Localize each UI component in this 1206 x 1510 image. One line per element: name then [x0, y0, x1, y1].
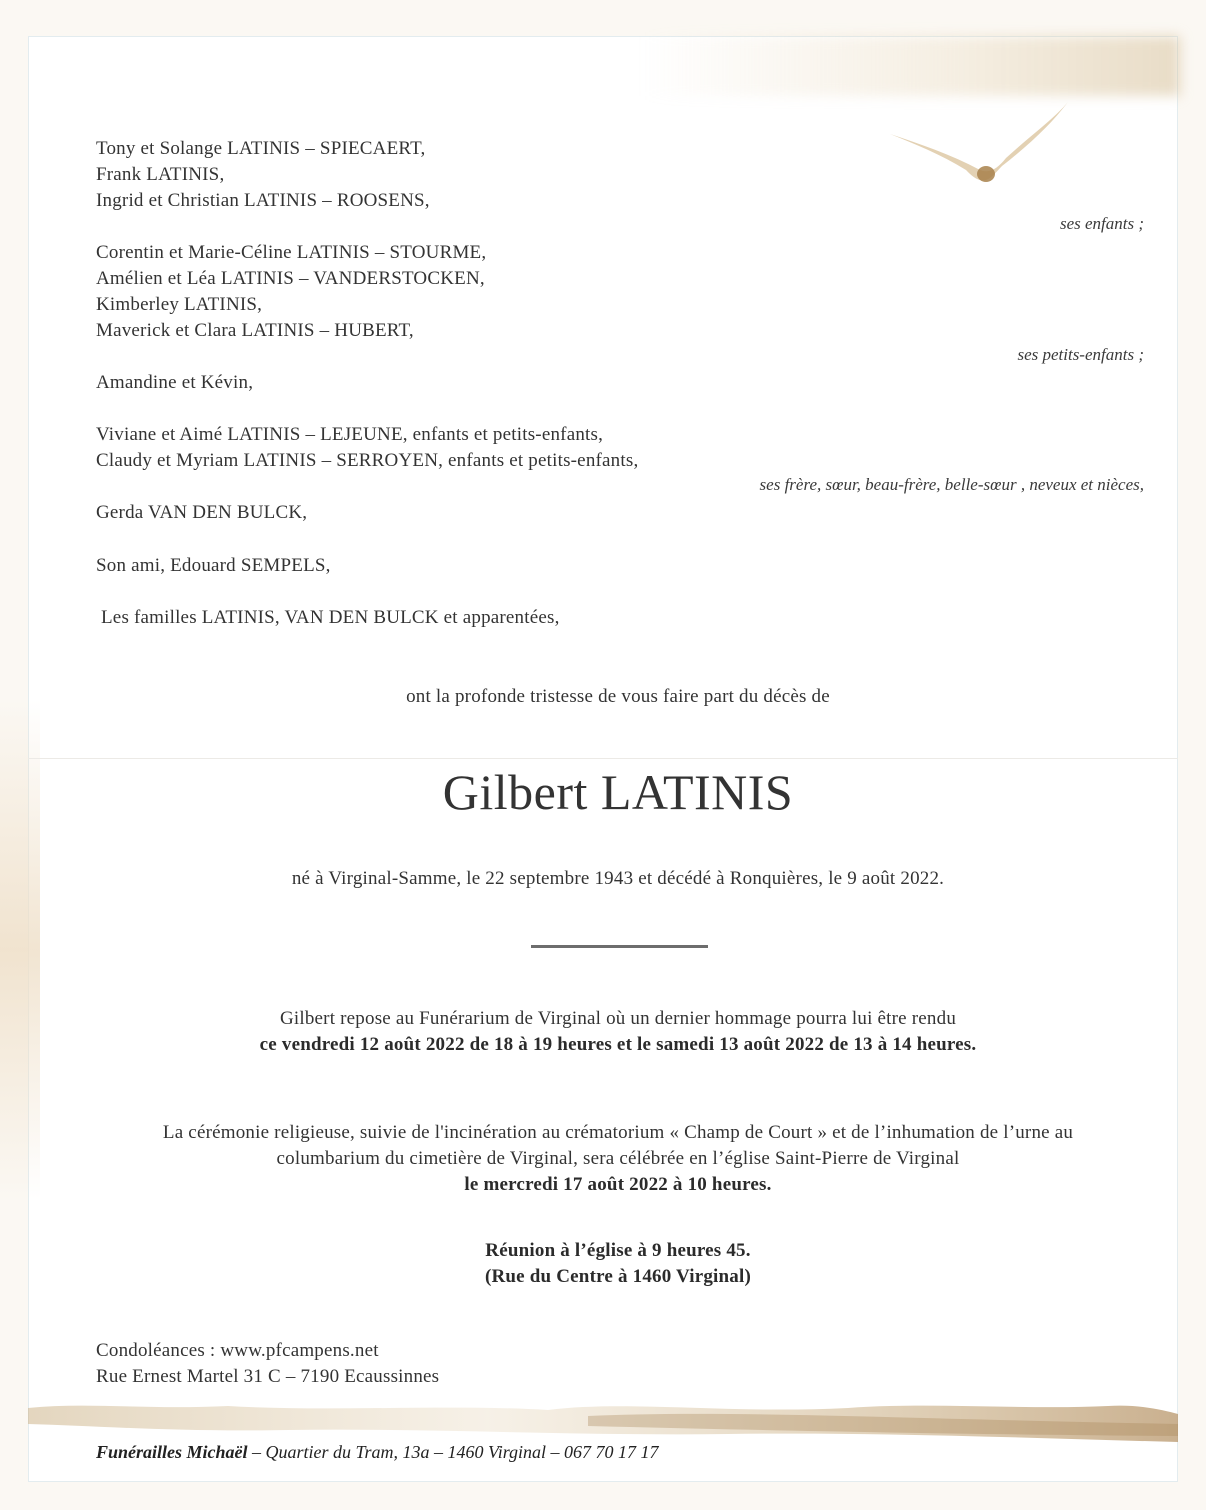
- ceremony-text: La cérémonie religieuse, suivie de l'incinération au crématorium « Champ de Court » et de l’inhumation de l’urne au: [162, 1122, 1074, 1143]
- family-line: Tony et Solange LATINIS – SPIECAERT,: [96, 138, 426, 159]
- ceremony-text: columbarium du cimetière de Virginal, sera célébrée en l’église Saint-Pierre de Virginal: [276, 1148, 960, 1169]
- ceremony-time: le mercredi 17 août 2022 à 10 heures.: [464, 1174, 772, 1195]
- family-line: Corentin et Marie-Céline LATINIS – STOURME,: [96, 242, 487, 263]
- family-line: Amandine et Kévin,: [96, 372, 254, 393]
- announcement: ont la profonde tristesse de vous faire part du décès de: [406, 686, 830, 707]
- visitation-times: ce vendredi 12 août 2022 de 18 à 19 heures et le samedi 13 août 2022 de 13 à 14 heures.: [259, 1034, 977, 1055]
- footer: [96, 1442, 659, 1463]
- relation-label: ses petits-enfants ;: [1017, 345, 1144, 364]
- family-line: Claudy et Myriam LATINIS – SERROYEN, enfants et petits-enfants,: [96, 450, 639, 471]
- family-line: Gerda VAN DEN BULCK,: [96, 502, 308, 523]
- family-line: Viviane et Aimé LATINIS – LEJEUNE, enfants et petits-enfants,: [96, 424, 604, 445]
- condolences-website: Condoléances : www.pfcampens.net: [96, 1340, 379, 1361]
- footer-company: Funérailles Michaël: [96, 1442, 248, 1462]
- visitation-text: Gilbert repose au Funérarium de Virginal où un dernier hommage pourra lui être rendu: [279, 1008, 957, 1029]
- relation-label: ses frère, sœur, beau-frère, belle-sœur , neveux et nièces,: [759, 475, 1144, 494]
- divider: [531, 945, 708, 948]
- footer-address: – Quartier du Tram, 13a – 1460 Virginal – 067 70 17 17: [247, 1442, 659, 1462]
- relation-label: ses enfants ;: [1059, 214, 1144, 233]
- family-line: Ingrid et Christian LATINIS – ROOSENS,: [96, 190, 430, 211]
- family-line: Son ami, Edouard SEMPELS,: [96, 555, 331, 576]
- birth-death-dates: né à Virginal-Samme, le 22 septembre 1943 et décédé à Ronquières, le 9 août 2022.: [291, 868, 945, 889]
- family-line: Frank LATINIS,: [96, 164, 225, 185]
- fold-line: [28, 758, 1178, 759]
- family-line: Kimberley LATINIS,: [96, 294, 263, 315]
- deceased-name: Gilbert LATINIS: [442, 764, 794, 820]
- meeting-time: Réunion à l’église à 9 heures 45.: [485, 1240, 751, 1261]
- meeting-address: (Rue du Centre à 1460 Virginal): [484, 1266, 752, 1287]
- bird-icon: [880, 96, 1080, 196]
- family-line: Les familles LATINIS, VAN DEN BULCK et apparentées,: [101, 607, 560, 628]
- family-line: Amélien et Léa LATINIS – VANDERSTOCKEN,: [96, 268, 485, 289]
- condolences-address: Rue Ernest Martel 31 C – 7190 Ecaussinnes: [96, 1366, 440, 1387]
- family-line: Maverick et Clara LATINIS – HUBERT,: [96, 320, 414, 341]
- landscape-icon: [28, 1380, 1178, 1450]
- watercolor-wash-top: [640, 36, 1180, 96]
